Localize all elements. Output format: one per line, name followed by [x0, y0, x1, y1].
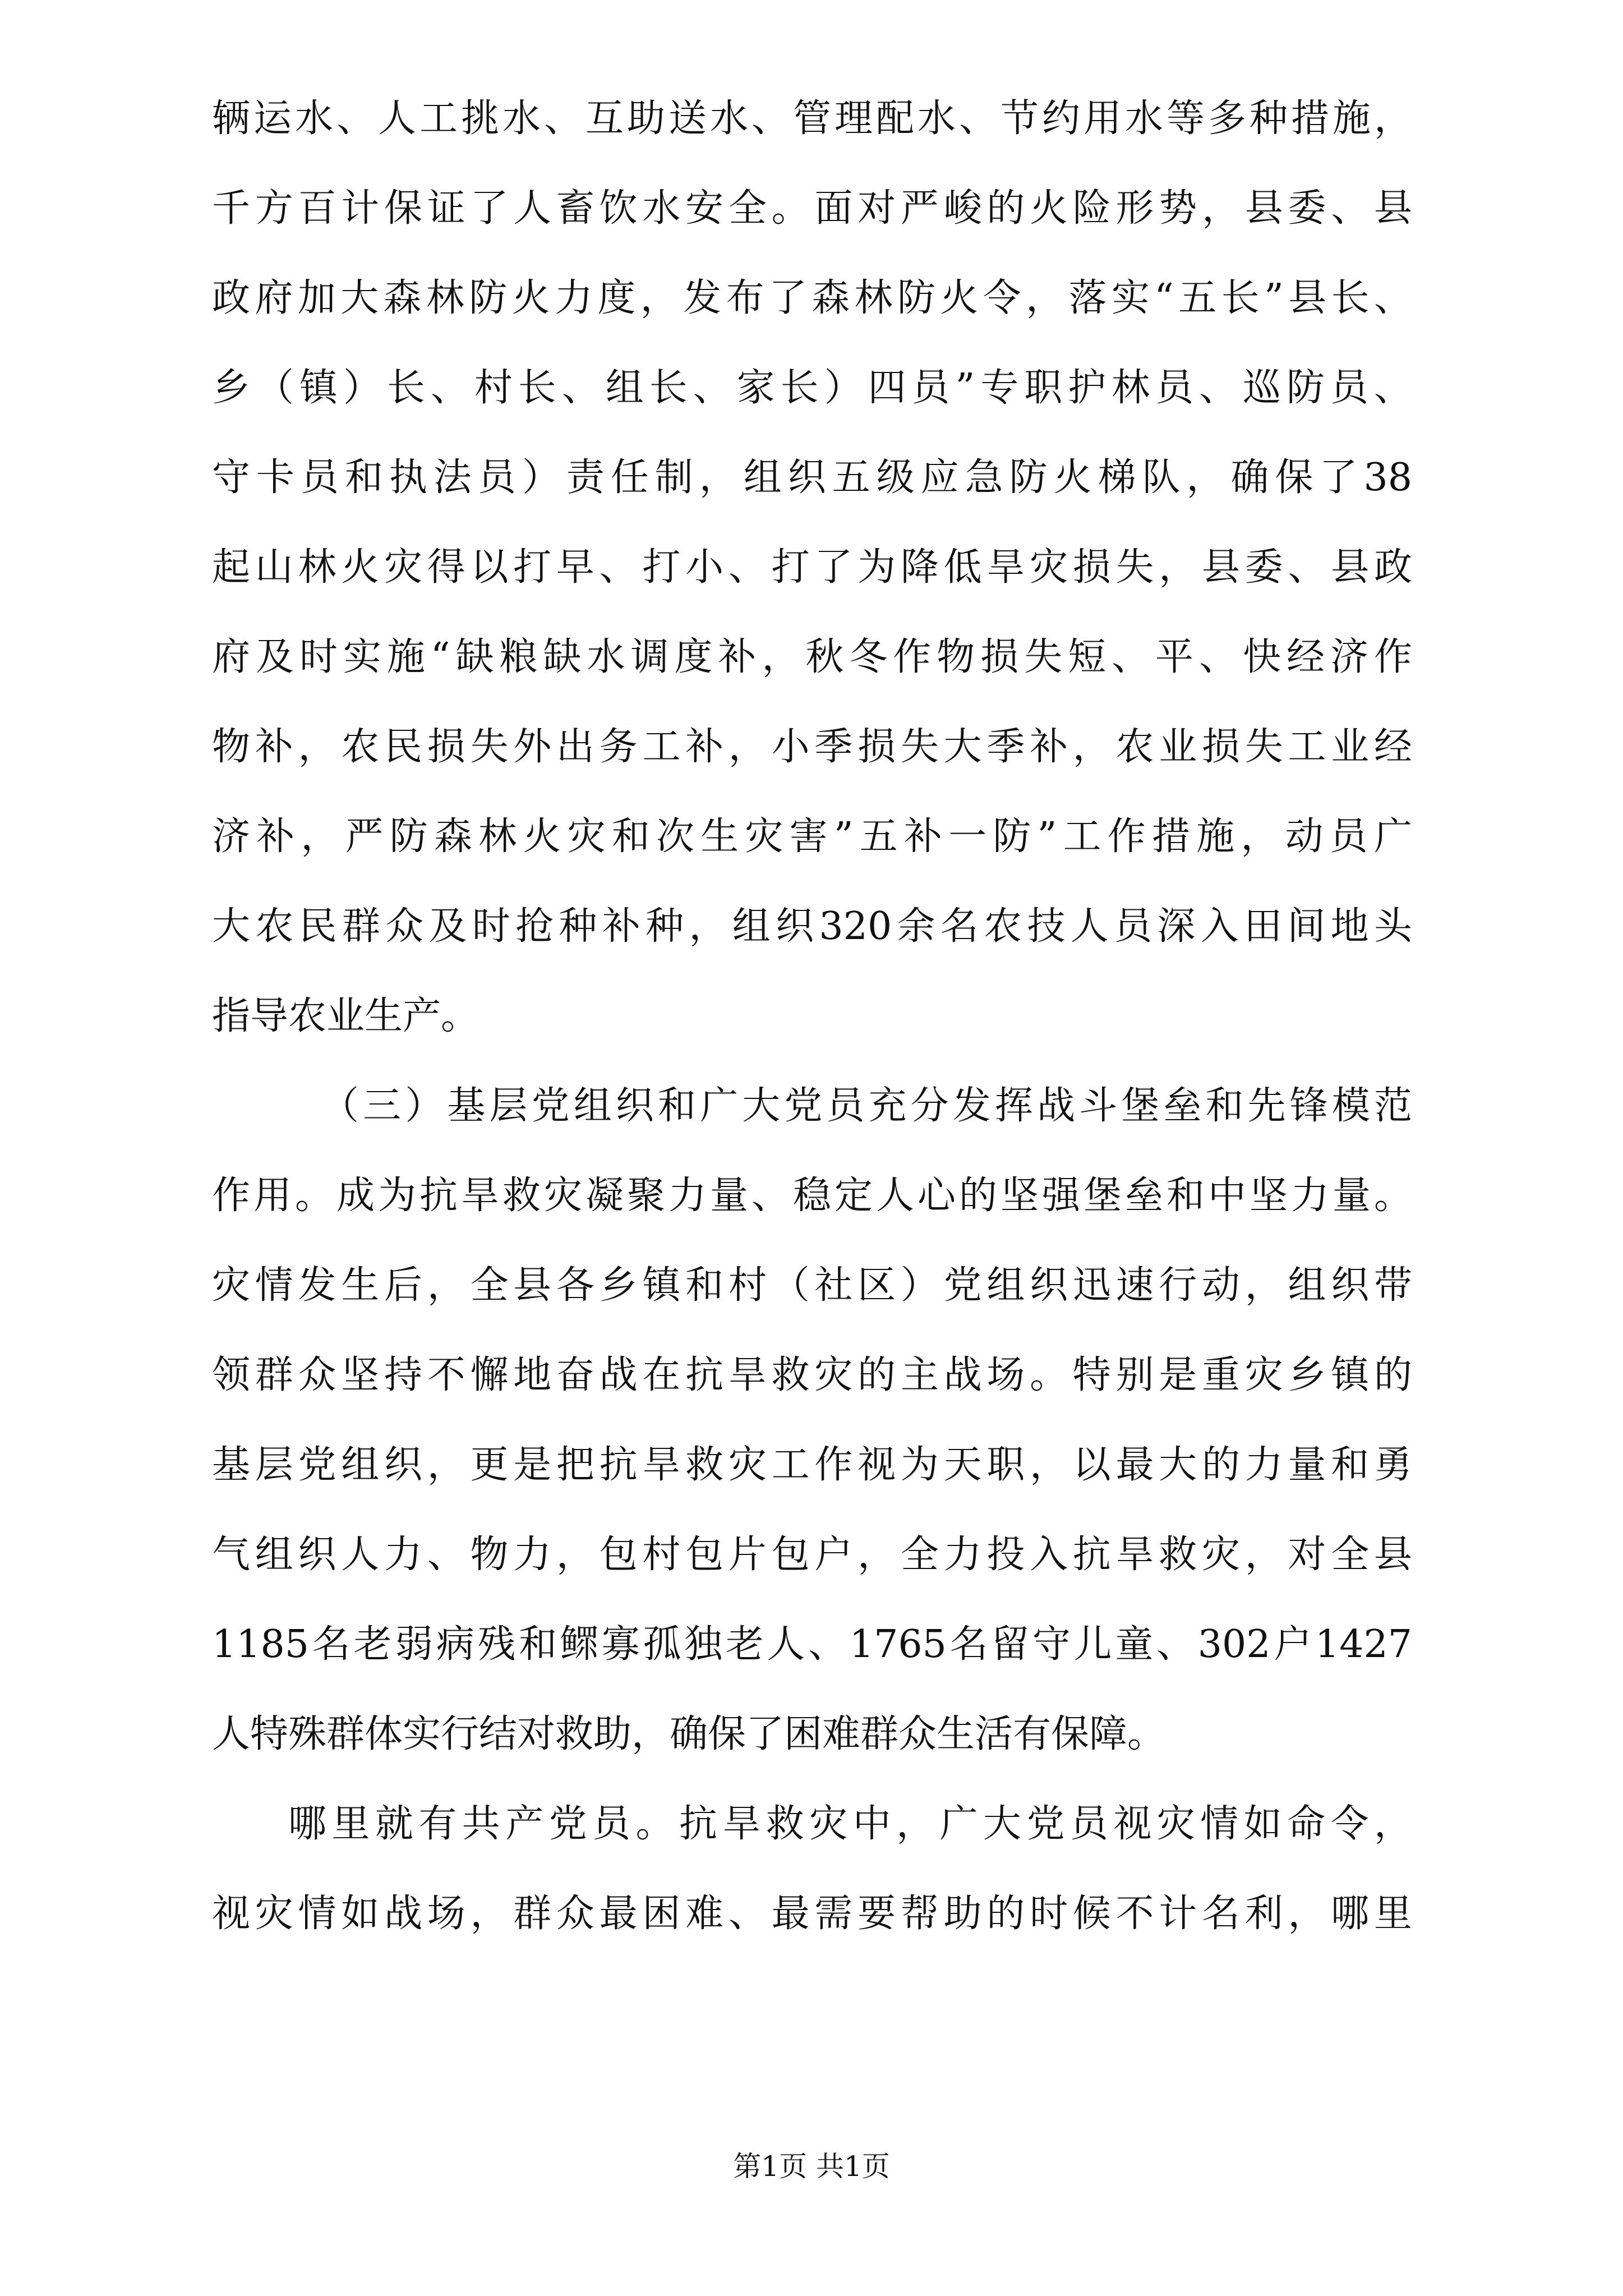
text-line: 政府加大森林防火力度，发布了森林防火令，落实“五长”县长、 [212, 276, 1412, 320]
text-line: 物补，农民损失外出务工补，小季损失大季补，农业损失工业经 [212, 725, 1412, 769]
text-line: 哪里就有共产党员。抗旱救灾中，广大党员视灾情如命令， [288, 1802, 1412, 1846]
text-line: 千方百计保证了人畜饮水安全。面对严峻的火险形势，县委、县 [212, 186, 1412, 231]
text-line: 辆运水、人工挑水、互助送水、管理配水、节约用水等多种措施， [212, 96, 1412, 141]
text-line: 大农民群众及时抢种补种，组织320余名农技人员深入田间地头 [212, 904, 1412, 949]
text-line: 视灾情如战场，群众最困难、最需要帮助的时候不计名利，哪里 [212, 1892, 1412, 1936]
text-line: 守卡员和执法员）责任制，组织五级应急防火梯队，确保了38 [212, 455, 1412, 500]
text-line: 气组织人力、物力，包村包片包户，全力投入抗旱救灾，对全县 [212, 1533, 1412, 1577]
text-line: 1185名老弱病残和鳏寡孤独老人、1765名留守儿童、302户1427 [212, 1622, 1412, 1667]
page-footer: 第1页 共1页 [733, 2150, 890, 2183]
text-line: 济补，严防森林火灾和次生灾害”五补一防”工作措施，动员广 [212, 815, 1412, 859]
text-line: 乡（镇）长、村长、组长、家长）四员”专职护林员、巡防员、 [212, 366, 1412, 410]
text-line: 起山林火灾得以打早、打小、打了为降低旱灾损失，县委、县政 [212, 545, 1412, 590]
text-line: 灾情发生后，全县各乡镇和村（社区）党组织迅速行动，组织带 [212, 1263, 1412, 1308]
section-heading-line: （三）基层党组织和广大党员充分发挥战斗堡垒和先锋模范 [321, 1084, 1412, 1128]
text-line: 基层党组织，更是把抗旱救灾工作视为天职，以最大的力量和勇 [212, 1443, 1412, 1487]
text-line: 人特殊群体实行结对救助，确保了困难群众生活有保障。 [212, 1712, 1166, 1756]
text-line: 府及时实施“缺粮缺水调度补，秋冬作物损失短、平、快经济作 [212, 635, 1412, 679]
text-line: 作用。成为抗旱救灾凝聚力量、稳定人心的坚强堡垒和中坚力量。 [212, 1174, 1412, 1218]
text-line: 领群众坚持不懈地奋战在抗旱救灾的主战场。特别是重灾乡镇的 [212, 1353, 1412, 1397]
text-line: 指导农业生产。 [212, 994, 479, 1038]
